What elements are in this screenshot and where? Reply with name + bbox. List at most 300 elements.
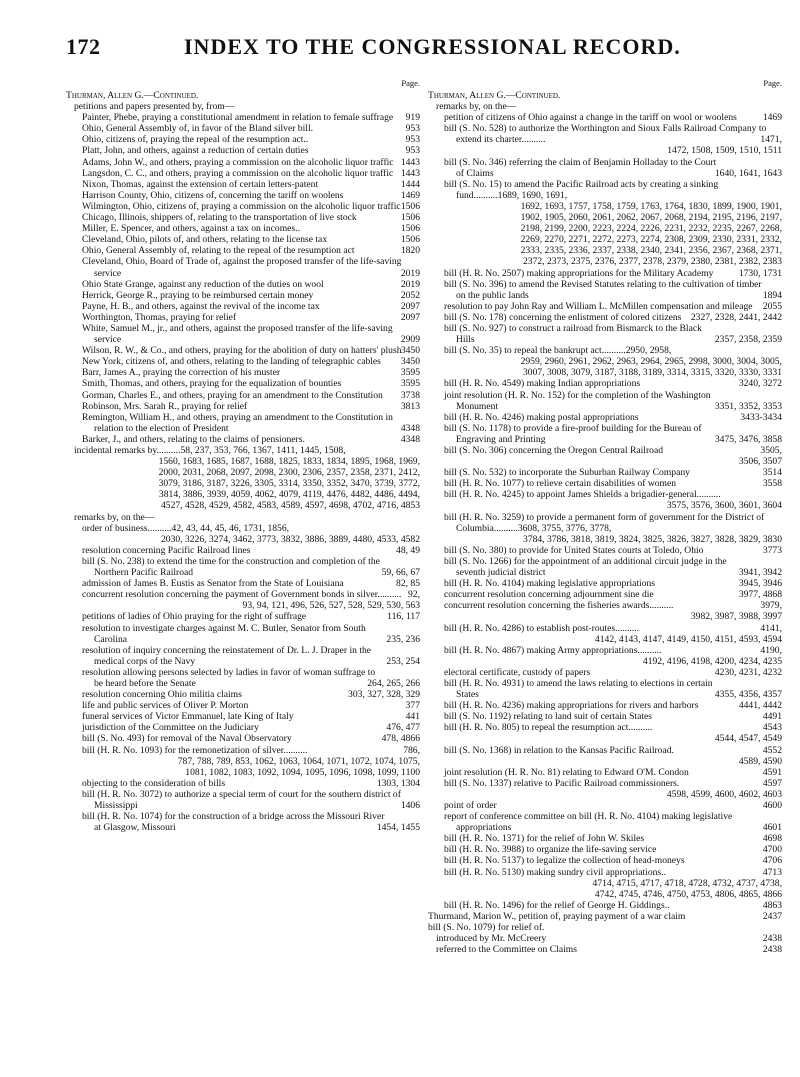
entry-text: bill (H. R. No. 1371) for the relief of John W. Skiles [444, 833, 645, 845]
index-entry [428, 700, 782, 711]
index-entry [428, 922, 782, 933]
index-entry [66, 401, 420, 412]
entry-page-ref: 4348 [400, 422, 420, 434]
entry-text: New York, citizens of, and others, relating to the landing of telegraphic cables [82, 356, 381, 368]
entry-page-ref: 4441, 4442 [738, 700, 782, 712]
entry-page-ref: 4552 [762, 744, 782, 756]
entry-page-ref: 4863 [762, 899, 782, 911]
entry-page-ref: 2909 [400, 334, 420, 346]
index-entry [428, 179, 782, 201]
entry-text: bill (S. No. 396) to amend the Revised Statutes relating to the cultivation of timber on the public lands [444, 278, 762, 301]
entry-page-ref: 3773 [762, 544, 782, 556]
entry-text: 4527, 4528, 4529, 4582, 4583, 4589, 4597, 4698, 4702, 4716, 4853 [160, 500, 420, 512]
entry-page-ref: 1406 [400, 800, 420, 811]
index-entry [66, 301, 420, 312]
entry-text: 3506, 3507 [738, 456, 782, 468]
index-entry [66, 190, 420, 201]
entry-page-ref: 1506 [400, 234, 420, 246]
entry-page-ref: 1640, 1641, 1643 [714, 167, 782, 179]
entry-text: 3575, 3576, 3600, 3601, 3604 [666, 500, 782, 512]
page-column-label: Page. [401, 78, 420, 88]
entry-text: Nixon, Thomas, against the extension of certain letters-patent [82, 178, 319, 190]
index-entry [428, 589, 782, 600]
page-reference-continuation [428, 245, 782, 256]
entry-text: bill (S. No. 1368) in relation to the Kansas Pacific Railroad. [444, 744, 674, 756]
index-entry [66, 101, 420, 112]
entry-text: 2333, 2335, 2336, 2337, 2338, 2340, 2341, 2356, 2367, 2368, 2371, [520, 245, 782, 257]
index-entry [66, 134, 420, 145]
entry-text: Painter, Phebe, praying a constitutional amendment in relation to female suffrage [82, 112, 394, 124]
entry-page-ref: 1454, 1455 [376, 822, 420, 834]
entry-text: bill (H. R. No. 4549) making Indian appropriations [444, 378, 641, 390]
index-entry [428, 556, 782, 578]
index-entry [428, 412, 782, 423]
entry-text: resolution to pay John Ray and William L. McMillen compensation and mileage [444, 300, 753, 312]
page-reference-continuation [428, 634, 782, 645]
entry-text: bill (H. R. No. 4236) making appropriations for rivers and harbors [444, 700, 699, 712]
entry-page-ref: 1506 [400, 200, 420, 212]
index-entry [428, 778, 782, 789]
index-entry [428, 478, 782, 489]
entry-text: bill (S. No. 528) to authorize the Worthington and Sioux Falls Railroad Company to extend its charter.......... [444, 123, 767, 146]
entry-page-ref: 1469 [400, 189, 420, 201]
entry-text: admission of James B. Eustis as Senator from the State of Louisiana [82, 578, 344, 590]
page-reference-continuation [428, 145, 782, 156]
index-entry [428, 767, 782, 778]
entry-text: bill (H. R. No. 2507) making appropriations for the Military Academy [444, 267, 714, 279]
entry-text: Ohio, General Assembly of, in favor of the Bland silver bill. [82, 123, 314, 135]
entry-text: Payne, H. B., and others, against the revival of the income tax [82, 300, 320, 312]
entry-page-ref: 4601 [762, 822, 782, 834]
entry-text: 1692, 1693, 1757, 1758, 1759, 1763, 1764, 1830, 1899, 1900, 1901, [520, 200, 782, 212]
entry-page-ref: 3595 [400, 367, 420, 379]
entry-text: Worthington, Thomas, praying for relief [82, 311, 237, 323]
page-reference-continuation [428, 789, 782, 800]
index-entry [428, 279, 782, 301]
entry-text: Thurman, Allen G.—Continued. [428, 90, 561, 101]
entry-page-ref: 2357, 2358, 2359 [714, 334, 782, 346]
page-reference-continuation [66, 767, 420, 778]
page-reference-continuation [428, 656, 782, 667]
index-entry [66, 378, 420, 389]
entry-text: 4714, 4715, 4717, 4718, 4728, 4732, 4737, 4738, [592, 877, 782, 889]
index-entry [66, 223, 420, 234]
index-entry [66, 733, 420, 744]
entry-text: bill (S. No. 35) to repeal the bankrupt act..........2950, 2958, [444, 345, 672, 357]
index-entry [66, 789, 420, 811]
entry-page-ref: 2437 [762, 910, 782, 922]
entry-text: Ohio State Grange, against any reduction of the duties on wool [82, 278, 324, 290]
index-entry [66, 145, 420, 156]
entry-text: bill (H. R. No. 1077) to relieve certain disabilities of women [444, 478, 677, 490]
index-entry [428, 811, 782, 833]
entry-page-ref: 4600 [762, 800, 782, 811]
entry-text: bill (H. R. No. 4286) to establish post-routes.......... [444, 622, 640, 634]
entry-page-ref: 3505, [760, 445, 782, 456]
entry-text: bill (H. R. No. 4867) making Army appropriations.......... [444, 644, 662, 656]
page-header [66, 0, 782, 74]
index-entry [66, 390, 420, 401]
entry-page-ref: 4141, [760, 622, 782, 634]
entry-text: 1472, 1508, 1509, 1510, 1511 [667, 145, 782, 157]
entry-text: 3079, 3186, 3187, 3226, 3305, 3314, 3350, 3352, 3470, 3739, 3772, [158, 478, 420, 490]
index-entry [428, 844, 782, 855]
index-entry [66, 689, 420, 700]
entry-text: Thurman, Allen G.—Continued. [66, 90, 199, 101]
entry-text: incidental remarks by..........58, 237, 353, 766, 1367, 1411, 1445, 1508, [74, 445, 346, 456]
entry-page-ref: 2052 [400, 289, 420, 301]
index-entry [428, 745, 782, 756]
entry-page-ref: 3738 [400, 389, 420, 401]
index-entry [66, 356, 420, 367]
entry-page-ref: 3240, 3272 [738, 378, 782, 390]
entry-text: funeral services of Victor Emmanuel, late King of Italy [82, 711, 294, 723]
index-entry [66, 556, 420, 578]
index-entry [66, 578, 420, 589]
entry-text: Langsdon, C. C., and others, praying a commission on the alcoholic liquor traffic [82, 167, 394, 179]
entry-page-ref: 1444 [400, 178, 420, 190]
index-entry [66, 700, 420, 711]
entry-page-ref: 1506 [400, 212, 420, 224]
index-entry [66, 201, 420, 212]
index-entry [66, 234, 420, 245]
index-entry [428, 645, 782, 656]
entry-text: bill (H. R. No. 1074) for the construction of a bridge across the Missouri River at Glasgow, Missouri [82, 811, 385, 834]
entry-text: bill (S. No. 346) referring the claim of Benjamin Holladay to the Court of Claims [444, 156, 717, 179]
index-entry [66, 256, 420, 278]
entry-page-ref: 3979, [760, 600, 782, 612]
page-reference-continuation [66, 456, 420, 467]
entry-text: bill (H. R. No. 4931) to amend the laws relating to elections in certain States [444, 677, 713, 701]
entry-text: resolution concerning Pacific Railroad lines [82, 544, 251, 556]
entry-page-ref: 1506 [400, 223, 420, 235]
page-reference-continuation [428, 356, 782, 367]
entry-text: bill (S. No. 1079) for relief of. [428, 922, 545, 934]
left-column [66, 78, 420, 955]
index-entry [66, 168, 420, 179]
index-entry [428, 489, 782, 500]
entry-page-ref: 3475, 3476, 3858 [714, 433, 782, 445]
entry-page-ref: 1730, 1731 [738, 267, 782, 279]
page-reference-continuation [66, 489, 420, 500]
page-reference-continuation [66, 478, 420, 489]
index-entry [66, 545, 420, 556]
entry-page-ref: 2019 [400, 278, 420, 290]
entry-page-ref: 953 [405, 134, 420, 146]
entry-page-ref: 4700 [762, 844, 782, 856]
entry-page-ref: 82, 85 [396, 578, 420, 590]
index-entry [428, 157, 782, 179]
entry-text: Ohio, General Assembly of, relating to the repeal of the resumption act [82, 245, 355, 257]
index-entry [428, 944, 782, 955]
index-entry [66, 112, 420, 123]
entry-page-ref: 4713 [762, 866, 782, 878]
index-entry [66, 345, 420, 356]
index-entry [428, 667, 782, 678]
entry-text: 2030, 3226, 3274, 3462, 3773, 3832, 3886, 3889, 4480, 4533, 4582 [160, 533, 420, 545]
entry-page-ref: 2097 [400, 300, 420, 312]
entry-text: 1081, 1082, 1083, 1092, 1094, 1095, 1096, 1098, 1099, 1100 [185, 766, 420, 778]
entry-text: Harrison County, Ohio, citizens of, concerning the tariff on woolens [82, 189, 344, 201]
entry-text: petition of citizens of Ohio against a change in the tariff on wool or woolens [444, 112, 737, 124]
entry-text: bill (H. R. No. 3988) to organize the life-saving service [444, 844, 657, 856]
entry-text: Thurmand, Marion W., petition of, praying payment of a war claim [428, 910, 686, 922]
entry-page-ref: 3514 [762, 467, 782, 479]
entry-page-ref: 3433-3434 [740, 411, 782, 423]
index-entry [66, 778, 420, 789]
page-reference-continuation [428, 733, 782, 744]
page-reference-continuation [66, 500, 420, 511]
page-reference-continuation [428, 756, 782, 767]
entry-text: resolution allowing persons selected by ladies in favor of woman suffrage to be heard before the Senate [82, 666, 376, 689]
page-reference-continuation [428, 201, 782, 212]
entry-page-ref: 264, 265, 266 [367, 677, 420, 689]
entry-text: 2269, 2270, 2271, 2272, 2273, 2274, 2308, 2309, 2330, 2331, 2332, [520, 234, 782, 246]
entry-page-ref: 2055 [762, 300, 782, 312]
index-entry [428, 833, 782, 844]
entry-page-ref: 1303, 1304 [376, 777, 420, 789]
entry-text: Barr, James A., praying the correction of his muster [82, 367, 281, 379]
entry-page-ref: 953 [405, 123, 420, 135]
entry-text: Ohio, citizens of, praying the repeal of the resumption act.. [82, 134, 309, 146]
entry-text: bill (S. No. 178) concerning the enlistment of colored citizens [444, 311, 682, 323]
entry-page-ref: 1820 [400, 245, 420, 257]
entry-page-ref: 4355, 4356, 4357 [714, 689, 782, 701]
entry-text: Wilmington, Ohio, citizens of, praying a commission on the alcoholic liquor traffic [82, 200, 401, 212]
index-entry [428, 423, 782, 445]
page-reference-continuation [428, 534, 782, 545]
index-entry [428, 600, 782, 611]
index-entry [428, 512, 782, 534]
entry-text: bill (H. R. No. 4104) making legislative appropriations [444, 578, 656, 590]
index-entry [428, 378, 782, 389]
entry-page-ref: 1471, [760, 134, 782, 146]
entry-page-ref: 4348 [400, 433, 420, 445]
entry-page-ref: 1443 [400, 167, 420, 179]
entry-text: 2959, 2960, 2961, 2962, 2963, 2964, 2965, 2998, 3000, 3004, 3005, [520, 356, 782, 368]
entry-page-ref: 4698 [762, 833, 782, 845]
entry-text: concurrent resolution concerning adjournment sine die [444, 589, 654, 601]
entry-text: Remington, William H., and others, praying an amendment to the Constitution in relation to the election of President [82, 411, 393, 434]
entry-text: bill (H. R. No. 4246) making postal appropriations [444, 411, 639, 423]
entry-text: 3982, 3987, 3988, 3997 [690, 611, 782, 623]
entry-page-ref: 3450 [400, 345, 420, 357]
entry-text: 787, 788, 789, 853, 1062, 1063, 1064, 1071, 1072, 1074, 1075, [177, 755, 420, 767]
entry-text: 2000, 2031, 2068, 2097, 2098, 2300, 2306, 2357, 2358, 2371, 2412, [158, 467, 420, 479]
entry-page-ref: 786, [403, 744, 420, 756]
entry-page-ref: 3351, 3352, 3353 [714, 400, 782, 412]
entry-text: bill (S. No. 927) to construct a railroad from Bismarck to the Black Hills [444, 322, 702, 346]
entry-text: jurisdiction of the Committee on the Judiciary [82, 722, 259, 734]
index-entry [428, 623, 782, 634]
entry-text: concurrent resolution concerning the fisheries awards.......... [444, 600, 674, 612]
index-entry [66, 412, 420, 434]
index-entry [428, 578, 782, 589]
index-entry [428, 911, 782, 922]
entry-page-ref: 3977, 4868 [738, 589, 782, 601]
entry-text: concurrent resolution concerning the payment of Government bonds in silver.......... [82, 589, 402, 601]
index-entry [66, 811, 420, 833]
entry-text: bill (S. No. 1178) to provide a fire-proof building for the Bureau of Engraving and Printing [444, 422, 702, 445]
entry-text: remarks by, on the— [436, 101, 517, 113]
entry-text: Chicago, Illinois, shippers of, relating to the transportation of live stock [82, 212, 357, 224]
entry-text: point of order [444, 800, 497, 811]
entry-text: Herrick, George R., praying to be reimbursed certain money [82, 289, 314, 301]
page-reference-continuation [66, 756, 420, 767]
index-entry [66, 212, 420, 223]
entry-text: Adams, John W., and others, praying a commission on the alcoholic liquor traffic [82, 156, 394, 168]
page-reference-continuation [428, 234, 782, 245]
index-entry [66, 123, 420, 134]
index-entry [66, 722, 420, 733]
page-reference-continuation [428, 889, 782, 900]
entry-text: resolution of inquiry concerning the reinstatement of Dr. L. J. Draper in the medical corps of the Navy [82, 644, 372, 667]
entry-text: 3007, 3008, 3079, 3187, 3188, 3189, 3314, 3315, 3320, 3330, 3331 [522, 367, 782, 379]
entry-page-ref: 377 [405, 700, 420, 712]
entry-page-ref: 2438 [762, 944, 782, 956]
entry-text: bill (S. No. 493) for removal of the Naval Observatory [82, 733, 292, 745]
entry-page-ref: 1443 [400, 156, 420, 168]
entry-page-ref: 476, 477 [386, 722, 420, 734]
index-entry [66, 623, 420, 645]
entry-text: 4142, 4143, 4147, 4149, 4150, 4151, 4593, 4594 [594, 633, 782, 645]
index-entry [66, 323, 420, 345]
entry-text: bill (H. R. No. 5137) to legalize the collection of head-moneys [444, 855, 685, 867]
entry-text: report of conference committee on bill (H. R. No. 4104) making legislative appropriations [444, 811, 733, 834]
index-entry [428, 867, 782, 878]
page-reference-continuation [66, 600, 420, 611]
index-entry [428, 545, 782, 556]
right-column [428, 78, 782, 955]
index-entry [66, 157, 420, 168]
entry-text: bill (S. No. 1192) relating to land suit of certain States [444, 711, 653, 723]
entry-text: bill (S. No. 238) to extend the time for the construction and completion of the Northern Pacific Railroad [82, 555, 380, 579]
entry-page-ref: 441 [405, 711, 420, 723]
entry-page-ref: 235, 236 [386, 633, 420, 645]
index-entry [428, 123, 782, 145]
entry-page-ref: 2097 [400, 311, 420, 323]
entry-text: remarks by, on the— [74, 511, 155, 523]
index-entry [428, 323, 782, 345]
entry-text: bill (S. No. 15) to amend the Pacific Railroad acts by creating a sinking fund..........1689, 1690, 1691, [444, 178, 719, 201]
entry-text: life and public services of Oliver P. Morton [82, 700, 249, 712]
entry-page-ref: 3813 [400, 400, 420, 412]
entry-page-ref: 3558 [762, 478, 782, 490]
entry-text: 4589, 4590 [738, 755, 782, 767]
entry-page-ref: 4190, [760, 644, 782, 656]
entry-text: introduced by Mr. McCreery [436, 933, 547, 945]
page-reference-continuation [428, 500, 782, 511]
page-reference-continuation [428, 456, 782, 467]
page-reference-continuation [66, 467, 420, 478]
entry-text: Gorman, Charles E., and others, praying for an amendment to the Constitution [82, 389, 383, 401]
entry-text: 3814, 3886, 3939, 4059, 4062, 4079, 4119, 4476, 4482, 4486, 4494, [158, 489, 420, 501]
index-entry [428, 445, 782, 456]
index-entry [428, 112, 782, 123]
entry-text: bill (H. R. No. 805) to repeal the resumption act.......... [444, 722, 653, 734]
entry-text: 1560, 1683, 1685, 1687, 1688, 1825, 1833, 1834, 1895, 1968, 1969, [158, 456, 420, 468]
page-reference-continuation [428, 223, 782, 234]
entry-page-ref: 3450 [400, 356, 420, 368]
entry-text: 3784, 3786, 3818, 3819, 3824, 3825, 3826, 3827, 3828, 3829, 3830 [522, 533, 782, 545]
entry-page-ref: 1894 [762, 289, 782, 301]
index-entry [428, 933, 782, 944]
index-entry [428, 312, 782, 323]
entry-text: bill (S. No. 1266) for the appointment of an additional circuit judge in the seventh judicial district [444, 555, 727, 579]
entry-text: objecting to the consideration of bills [82, 777, 226, 789]
entry-page-ref: 116, 117 [387, 611, 420, 623]
page-reference-continuation [428, 878, 782, 889]
entry-text: 2198, 2199, 2200, 2223, 2224, 2226, 2231, 2232, 2235, 2267, 2268, [520, 223, 782, 235]
page-reference-continuation [428, 212, 782, 223]
entry-page-ref: 919 [405, 112, 420, 124]
entry-text: bill (H. R. No. 3259) to provide a permanent form of government for the District of Columbia..........3608, 3755, 3776, 3778, [444, 511, 765, 534]
entry-text: resolution to investigate charges against M. C. Butler, Senator from South Carolina [82, 622, 366, 645]
entry-text: bill (H. R. No. 1093) for the remonetization of silver.......... [82, 744, 308, 756]
index-entry [66, 711, 420, 722]
entry-text: bill (H. R. No. 3072) to authorize a special term of court for the southern district of Mississippi [82, 788, 401, 811]
index-entry [428, 301, 782, 312]
entry-page-ref: 3945, 3946 [738, 578, 782, 590]
index-entry [66, 745, 420, 756]
entry-text: 1902, 1905, 2060, 2061, 2062, 2067, 2068, 2194, 2195, 2196, 2197, [520, 212, 782, 224]
entry-page-ref: 2327, 2328, 2441, 2442 [690, 311, 782, 323]
entry-page-ref: 2019 [400, 267, 420, 279]
entry-text: bill (H. R. No. 4245) to appoint James Shields a brigadier-general.......... [444, 489, 721, 501]
entry-page-ref: 1469 [762, 112, 782, 124]
entry-text: resolution concerning Ohio militia claims [82, 689, 242, 701]
entry-page-ref: 4597 [762, 777, 782, 789]
entry-text: 4598, 4599, 4600, 4602, 4603 [666, 788, 782, 800]
entry-text: Cleveland, Ohio, Board of Trade of, against the proposed transfer of the life-saving service [82, 256, 402, 279]
index-entry: concurrent resolution concerning the payment of Government bonds in silver.......... 92, [82, 589, 420, 601]
index-entry [66, 611, 420, 622]
index-entry [66, 312, 420, 323]
entry-text: bill (S. No. 306) concerning the Oregon Central Railroad [444, 445, 664, 456]
entry-text: Miller, E. Spencer, and others, against a tax on incomes.. [82, 223, 300, 235]
index-entry [66, 179, 420, 190]
index-entry [428, 722, 782, 733]
entry-text: order of business..........42, 43, 44, 45, 46, 1731, 1856, [82, 522, 290, 534]
entry-text: referred to the Committee on Claims [436, 944, 577, 956]
index-entry [428, 678, 782, 700]
page-column-label: Page. [763, 78, 782, 88]
index-entry [66, 445, 420, 456]
index-entry [66, 512, 420, 523]
page-reference-continuation [428, 256, 782, 267]
entry-text: 2372, 2373, 2375, 2376, 2377, 2378, 2379, 2380, 2381, 2382, 2383 [522, 256, 782, 268]
entry-page-ref: 4706 [762, 855, 782, 867]
entry-page-ref: 4230, 4231, 4232 [714, 666, 782, 678]
index-entry [66, 290, 420, 301]
index-entry [428, 467, 782, 478]
running-title: INDEX TO THE CONGRESSIONAL RECORD. [184, 34, 681, 59]
index-heading [428, 90, 782, 101]
index-entry [66, 523, 420, 534]
entry-text: Robinson, Mrs. Sarah R., praying for relief [82, 400, 248, 412]
entry-text: bill (H. R. No. 5130) making sundry civil appropriations.. [444, 866, 666, 878]
entry-page-ref: 3941, 3942 [738, 567, 782, 579]
entry-page-ref: 48, 49 [396, 544, 420, 556]
entry-text: bill (H. R. No. 1496) for the relief of George H. Giddings.. [444, 899, 670, 911]
page-number: 172 [66, 34, 101, 59]
entry-page-ref: 2438 [762, 933, 782, 945]
entry-page-ref: 4591 [762, 766, 782, 778]
entry-page-ref: 303, 327, 328, 329 [348, 689, 420, 701]
entry-text: Platt, John, and others, against a reduction of certain duties [82, 145, 309, 157]
index-entry [428, 855, 782, 866]
index-entry [66, 434, 420, 445]
